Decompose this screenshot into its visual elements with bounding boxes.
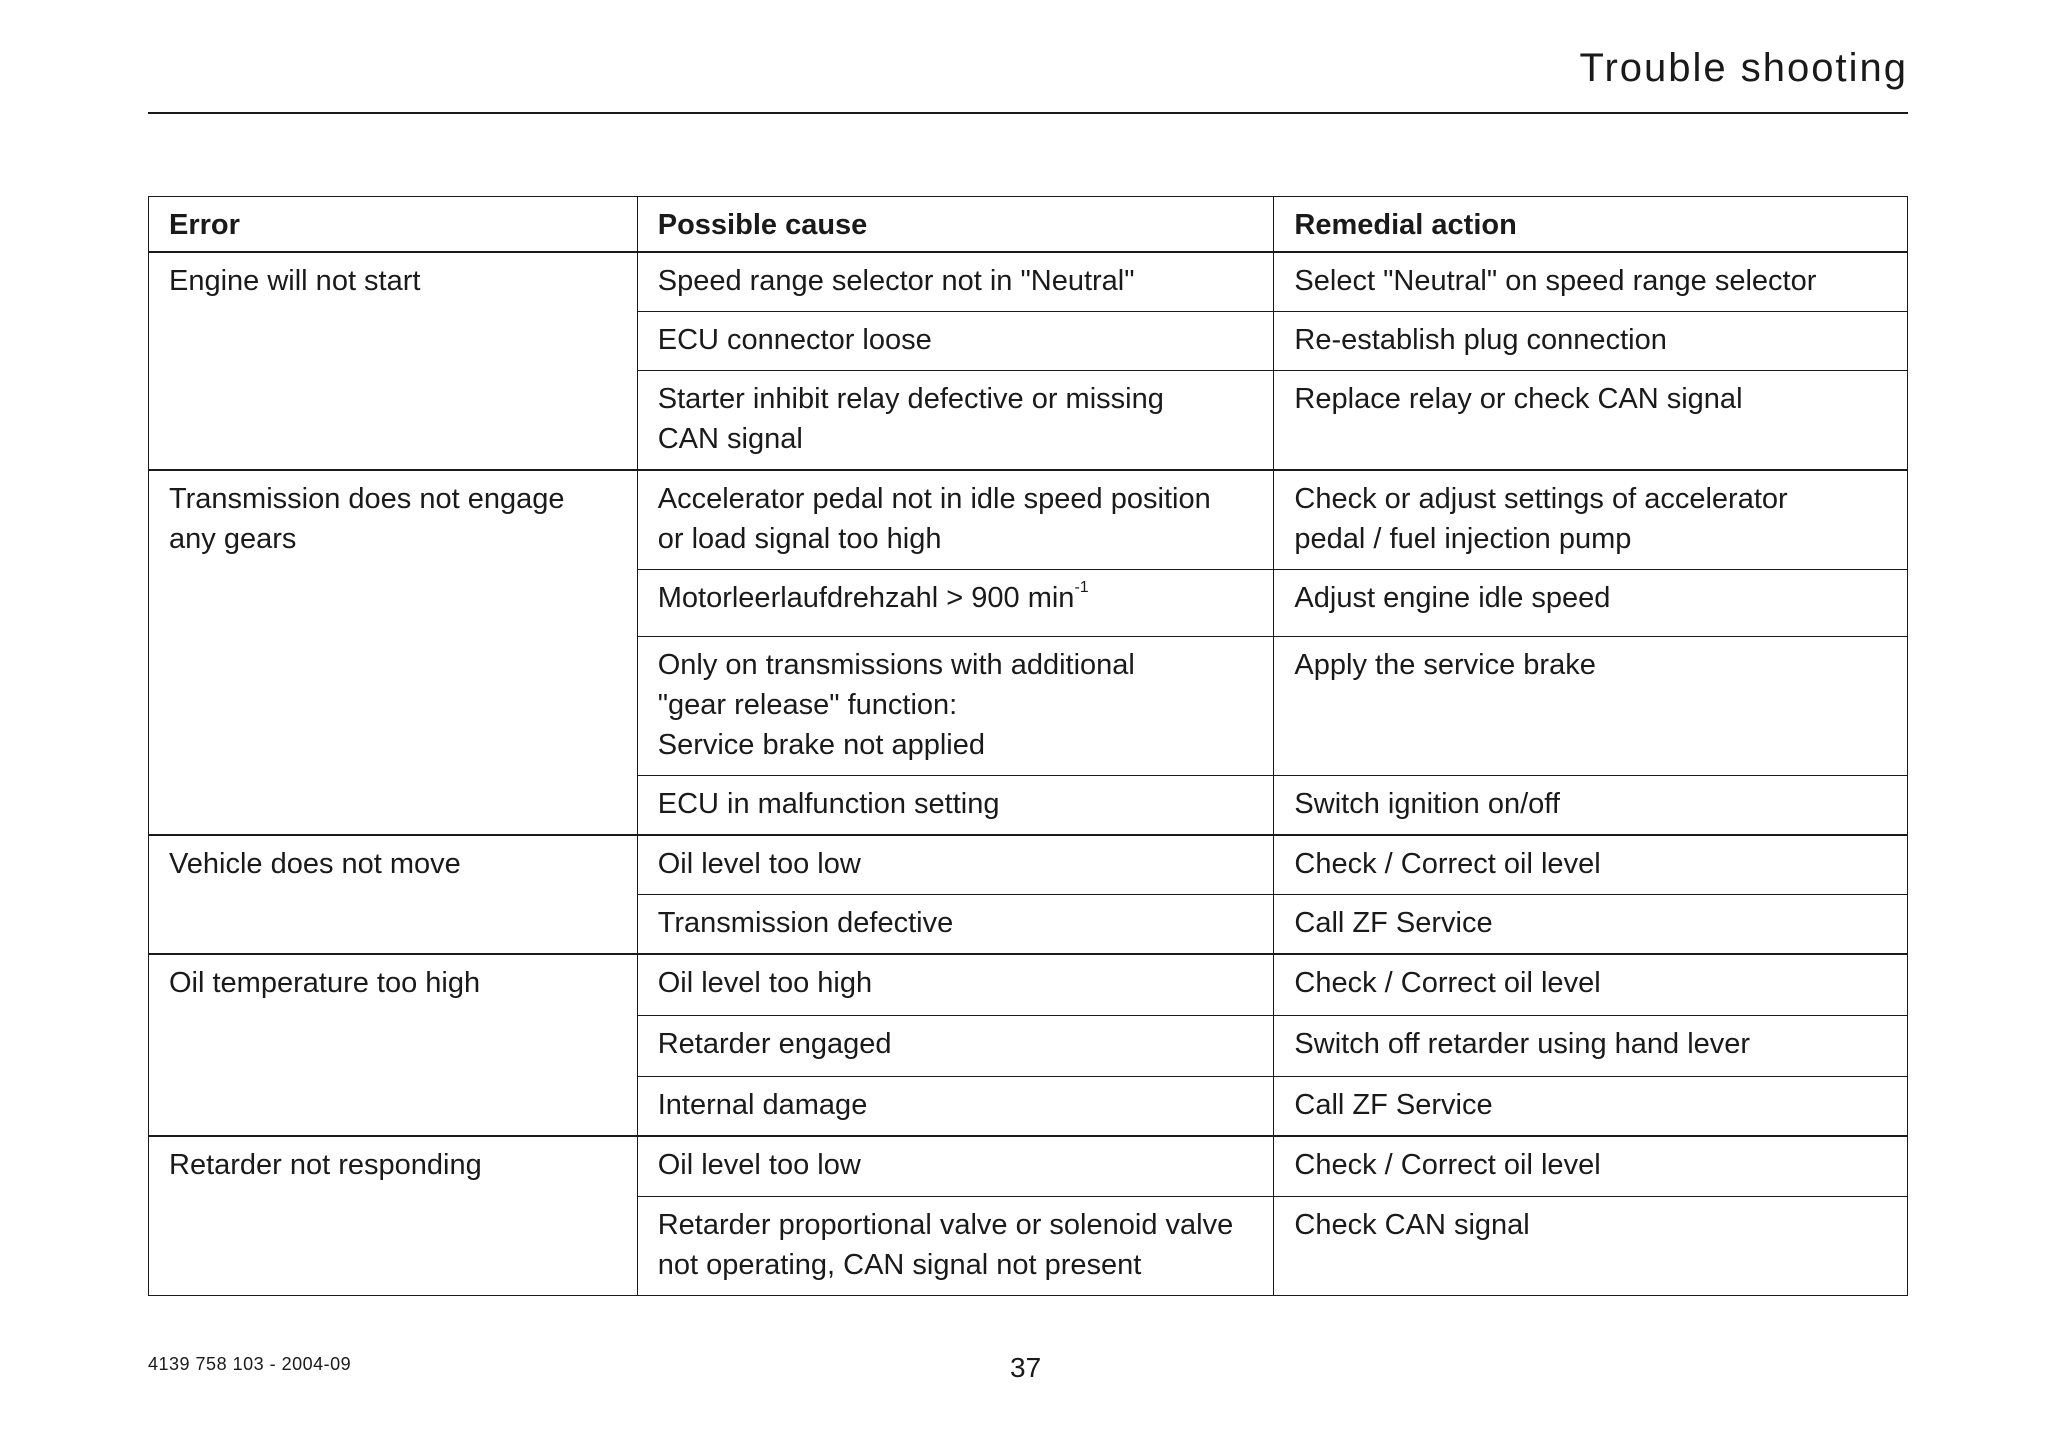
cause-cell: ECU connector loose: [637, 312, 1274, 371]
table-row: [149, 954, 1908, 1015]
cause-cell: Accelerator pedal not in idle speed position or load signal too high: [637, 470, 1274, 570]
cause-cell: Speed range selector not in "Neutral": [637, 252, 1274, 312]
error-cell: Transmission does not engage any gears: [149, 470, 638, 835]
action-cell: Check or adjust settings of accelerator pedal / fuel injection pump: [1274, 470, 1908, 570]
table-row: [149, 470, 1908, 570]
action-cell: Check / Correct oil level: [1274, 954, 1908, 1015]
action-cell: Re-establish plug connection: [1274, 312, 1908, 371]
action-cell: Replace relay or check CAN signal: [1274, 371, 1908, 471]
cause-cell: Starter inhibit relay defective or missing CAN signal: [637, 371, 1274, 471]
unit-exponent: -1: [1074, 579, 1089, 597]
action-cell: Call ZF Service: [1274, 895, 1908, 955]
cause-cell: ECU in malfunction setting: [637, 776, 1274, 836]
action-cell: Check / Correct oil level: [1274, 1136, 1908, 1197]
cause-cell: [637, 570, 1274, 637]
action-cell: Check / Correct oil level: [1274, 835, 1908, 895]
cause-cell: Oil level too low: [637, 835, 1274, 895]
page-number: 37: [1010, 1352, 1042, 1383]
header-error: Error: [149, 197, 638, 253]
header-remedial-action: Remedial action: [1274, 197, 1908, 253]
action-cell: Apply the service brake: [1274, 637, 1908, 776]
action-cell: Adjust engine idle speed: [1274, 570, 1908, 637]
action-cell: Select "Neutral" on speed range selector: [1274, 252, 1908, 312]
cause-cell: Transmission defective: [637, 895, 1274, 955]
error-cell: Engine will not start: [149, 252, 638, 470]
table-row: [149, 252, 1908, 312]
cause-cell: Only on transmissions with additional "gear release" function: Service brake not applied: [637, 637, 1274, 776]
action-cell: Switch ignition on/off: [1274, 776, 1908, 836]
page-header: [148, 42, 1908, 114]
cause-cell: Retarder engaged: [637, 1015, 1274, 1076]
error-cell: Vehicle does not move: [149, 835, 638, 954]
cause-cell: Internal damage: [637, 1076, 1274, 1136]
error-cell: Retarder not responding: [149, 1136, 638, 1296]
action-cell: Call ZF Service: [1274, 1076, 1908, 1136]
error-cell: Oil temperature too high: [149, 954, 638, 1136]
page-title: Trouble shooting: [1579, 46, 1908, 90]
document-number: 4139 758 103 - 2004-09: [148, 1354, 352, 1374]
cause-cell: Oil level too high: [637, 954, 1274, 1015]
table-header-row: [149, 197, 1908, 253]
cause-cell: Oil level too low: [637, 1136, 1274, 1197]
action-cell: Switch off retarder using hand lever: [1274, 1015, 1908, 1076]
header-possible-cause: Possible cause: [637, 197, 1274, 253]
troubleshooting-table: [148, 196, 1908, 1296]
action-cell: Check CAN signal: [1274, 1197, 1908, 1296]
table-row: [149, 835, 1908, 895]
table-row: [149, 1136, 1908, 1197]
cause-text: Motorleerlaufdrehzahl > 900 min: [657, 582, 1075, 614]
cause-cell: Retarder proportional valve or solenoid valve not operating, CAN signal not present: [637, 1197, 1274, 1296]
